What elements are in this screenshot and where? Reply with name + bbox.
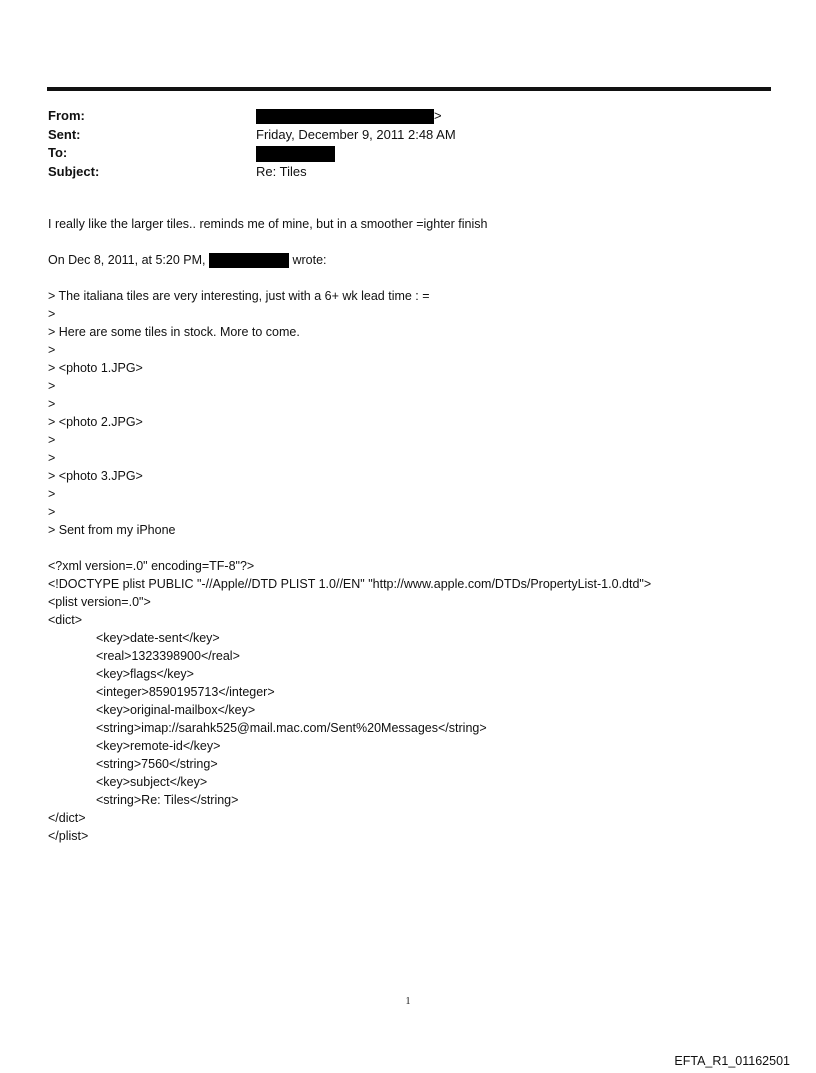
xml-dict-line: <key>date-sent</key> [96, 631, 220, 645]
sent-value: Friday, December 9, 2011 2:48 AM [256, 126, 456, 142]
email-header [48, 107, 748, 181]
xml-line: </dict> [48, 811, 86, 825]
redaction-box [256, 109, 434, 124]
spacer [48, 269, 788, 287]
xml-dict-line: <key>original-mailbox</key> [96, 703, 256, 717]
subject-label: Subject: [48, 163, 100, 179]
attribution-suffix: wrote: [292, 253, 327, 267]
subject-value: Re: Tiles [256, 163, 307, 179]
bates-number: EFTA_R1_01162501 [674, 1054, 790, 1068]
xml-line: <!DOCTYPE plist PUBLIC "-//Apple//DTD PLIST 1.0//EN" "http://www.apple.com/DTDs/PropertyList-1.0.dtd"> [48, 577, 652, 591]
xml-line: <plist version=.0"> [48, 595, 151, 609]
quoted-line: > [48, 307, 56, 321]
from-row [48, 107, 748, 126]
quoted-line: > [48, 505, 56, 519]
sent-row [48, 126, 748, 145]
xml-dict-line: <string>Re: Tiles</string> [96, 793, 239, 807]
subject-row [48, 163, 748, 182]
quoted-line: > The italiana tiles are very interesting, just with a 6+ wk lead time : = [48, 289, 430, 303]
attribution-line [48, 251, 788, 269]
redaction-box [209, 253, 289, 268]
redaction-box [256, 146, 335, 162]
attribution-prefix: On Dec 8, 2011, at 5:20 PM, [48, 253, 206, 267]
xml-block [48, 557, 788, 845]
xml-dict-line: <key>subject</key> [96, 775, 208, 789]
quoted-line: > [48, 343, 56, 357]
to-value [256, 144, 335, 163]
quoted-line: > <photo 3.JPG> [48, 469, 143, 483]
spacer [48, 539, 788, 557]
xml-line: <?xml version=.0" encoding=TF-8"?> [48, 559, 255, 573]
xml-dict-line: <key>remote-id</key> [96, 739, 221, 753]
header-divider [47, 87, 771, 91]
quoted-line: > [48, 487, 56, 501]
quoted-line: > Sent from my iPhone [48, 523, 176, 537]
sent-label: Sent: [48, 126, 81, 142]
spacer [48, 233, 788, 251]
reply-text: I really like the larger tiles.. reminds me of mine, but in a smoother =ighter finish [48, 217, 488, 231]
xml-line: </plist> [48, 829, 89, 843]
xml-dict-line: <string>imap://sarahk525@mail.mac.com/Sent%20Messages</string> [96, 721, 487, 735]
xml-dict-line: <real>1323398900</real> [96, 649, 240, 663]
from-value [256, 107, 442, 126]
xml-dict-line: <integer>8590195713</integer> [96, 685, 275, 699]
quoted-line: > <photo 1.JPG> [48, 361, 143, 375]
from-label: From: [48, 108, 85, 123]
quoted-line: > <photo 2.JPG> [48, 415, 143, 429]
xml-line: <dict> [48, 613, 83, 627]
to-row [48, 144, 748, 163]
from-suffix: > [434, 108, 442, 123]
quoted-line: > [48, 451, 56, 465]
quoted-line: > [48, 433, 56, 447]
page-number: 1 [405, 996, 411, 1007]
quoted-line: > [48, 379, 56, 393]
quoted-line: > [48, 397, 56, 411]
quoted-message [48, 287, 788, 539]
email-body [48, 215, 788, 845]
to-label: To: [48, 145, 68, 160]
quoted-line: > Here are some tiles in stock. More to come. [48, 325, 300, 339]
xml-dict-line: <key>flags</key> [96, 667, 194, 681]
xml-dict-line: <string>7560</string> [96, 757, 218, 771]
